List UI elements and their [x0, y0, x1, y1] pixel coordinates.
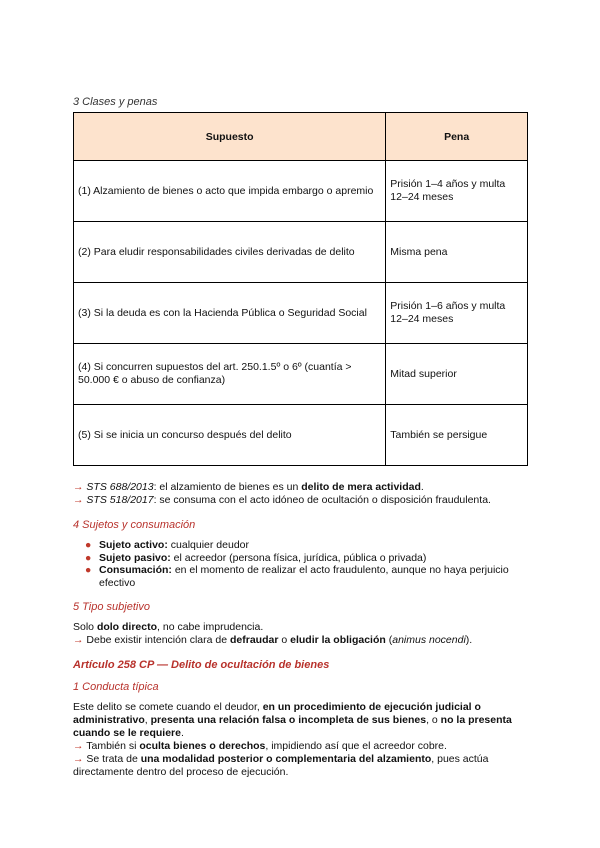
- list-item: ● Sujeto activo: cualquier deudor: [85, 539, 249, 551]
- cell-pena: Prisión 1–6 años y multa 12–24 meses: [386, 283, 528, 344]
- subjective-note: → Debe existir intención clara de defraudar o eludir la obligación (animus nocendi).: [73, 634, 473, 646]
- section-3-title: 3 Clases y penas: [73, 96, 158, 108]
- subjects-list: [73, 539, 528, 589]
- cell-supuesto: (3) Si la deuda es con la Hacienda Pública o Seguridad Social: [74, 283, 386, 344]
- conduct-paragraph: Este delito se comete cuando el deudor, en un procedimiento de ejecución judicial o administrativo, presenta una relación falsa o incompleta de sus bienes, o no la presenta cuando se le requiere.: [73, 701, 512, 739]
- note-sts-688: → STS 688/2013: el alzamiento de bienes es un delito de mera actividad.: [73, 481, 424, 493]
- bullet-icon: ●: [85, 564, 92, 576]
- bullet-icon: ●: [85, 551, 92, 564]
- cell-supuesto: (2) Para eludir responsabilidades civiles derivadas de delito: [74, 222, 386, 283]
- arrow-icon: →: [73, 634, 84, 646]
- note-ref: STS 688/2013: [86, 481, 154, 493]
- note-ref: STS 518/2017: [86, 494, 154, 506]
- note-sts-518: → STS 518/2017: se consuma con el acto idóneo de ocultación o disposición fraudulenta.: [73, 494, 491, 506]
- section-1-title: 1 Conducta típica: [73, 681, 159, 693]
- list-item: ● Consumación: en el momento de realizar el acto fraudulento, aunque no haya perjuicio efectivo: [85, 564, 509, 589]
- header-pena: Pena: [386, 113, 528, 161]
- table-row: [74, 283, 528, 344]
- conduct-note-1: → También si oculta bienes o derechos, impidiendo así que el acreedor cobre.: [73, 740, 447, 752]
- conduct-note-2: → Se trata de una modalidad posterior o complementaria del alzamiento, pues actúa directamente dentro del proceso de ejecución.: [73, 753, 489, 778]
- document-page: [73, 96, 528, 779]
- header-supuesto: Supuesto: [74, 113, 386, 161]
- table-row: [74, 161, 528, 222]
- arrow-icon: →: [73, 494, 84, 506]
- cell-pena: Prisión 1–4 años y multa 12–24 meses: [386, 161, 528, 222]
- article-258-title: Artículo 258 CP — Delito de ocultación de bienes: [73, 659, 330, 671]
- section-4-title: 4 Sujetos y consumación: [73, 519, 196, 531]
- arrow-icon: →: [73, 740, 84, 752]
- cell-pena: Mitad superior: [386, 344, 528, 405]
- table-header-row: [74, 113, 528, 161]
- penalties-table: [73, 112, 528, 466]
- table-row: [74, 405, 528, 466]
- arrow-icon: →: [73, 753, 84, 765]
- cell-supuesto: (1) Alzamiento de bienes o acto que impida embargo o apremio: [74, 161, 386, 222]
- subjective-paragraph: Solo dolo directo, no cabe imprudencia.: [73, 621, 264, 633]
- jurisprudence-notes: [73, 481, 528, 507]
- cell-supuesto: (4) Si concurren supuestos del art. 250.1.5º o 6º (cuantía > 50.000 € o abuso de confianza): [74, 344, 386, 405]
- cell-pena: Misma pena: [386, 222, 528, 283]
- bullet-icon: ●: [85, 539, 92, 551]
- section-5-title: 5 Tipo subjetivo: [73, 601, 150, 613]
- table-row: [74, 222, 528, 283]
- table-row: [74, 344, 528, 405]
- arrow-icon: →: [73, 481, 84, 493]
- list-item: ● Sujeto pasivo: el acreedor (persona física, jurídica, pública o privada): [85, 551, 427, 564]
- cell-supuesto: (5) Si se inicia un concurso después del delito: [74, 405, 386, 466]
- cell-pena: También se persigue: [386, 405, 528, 466]
